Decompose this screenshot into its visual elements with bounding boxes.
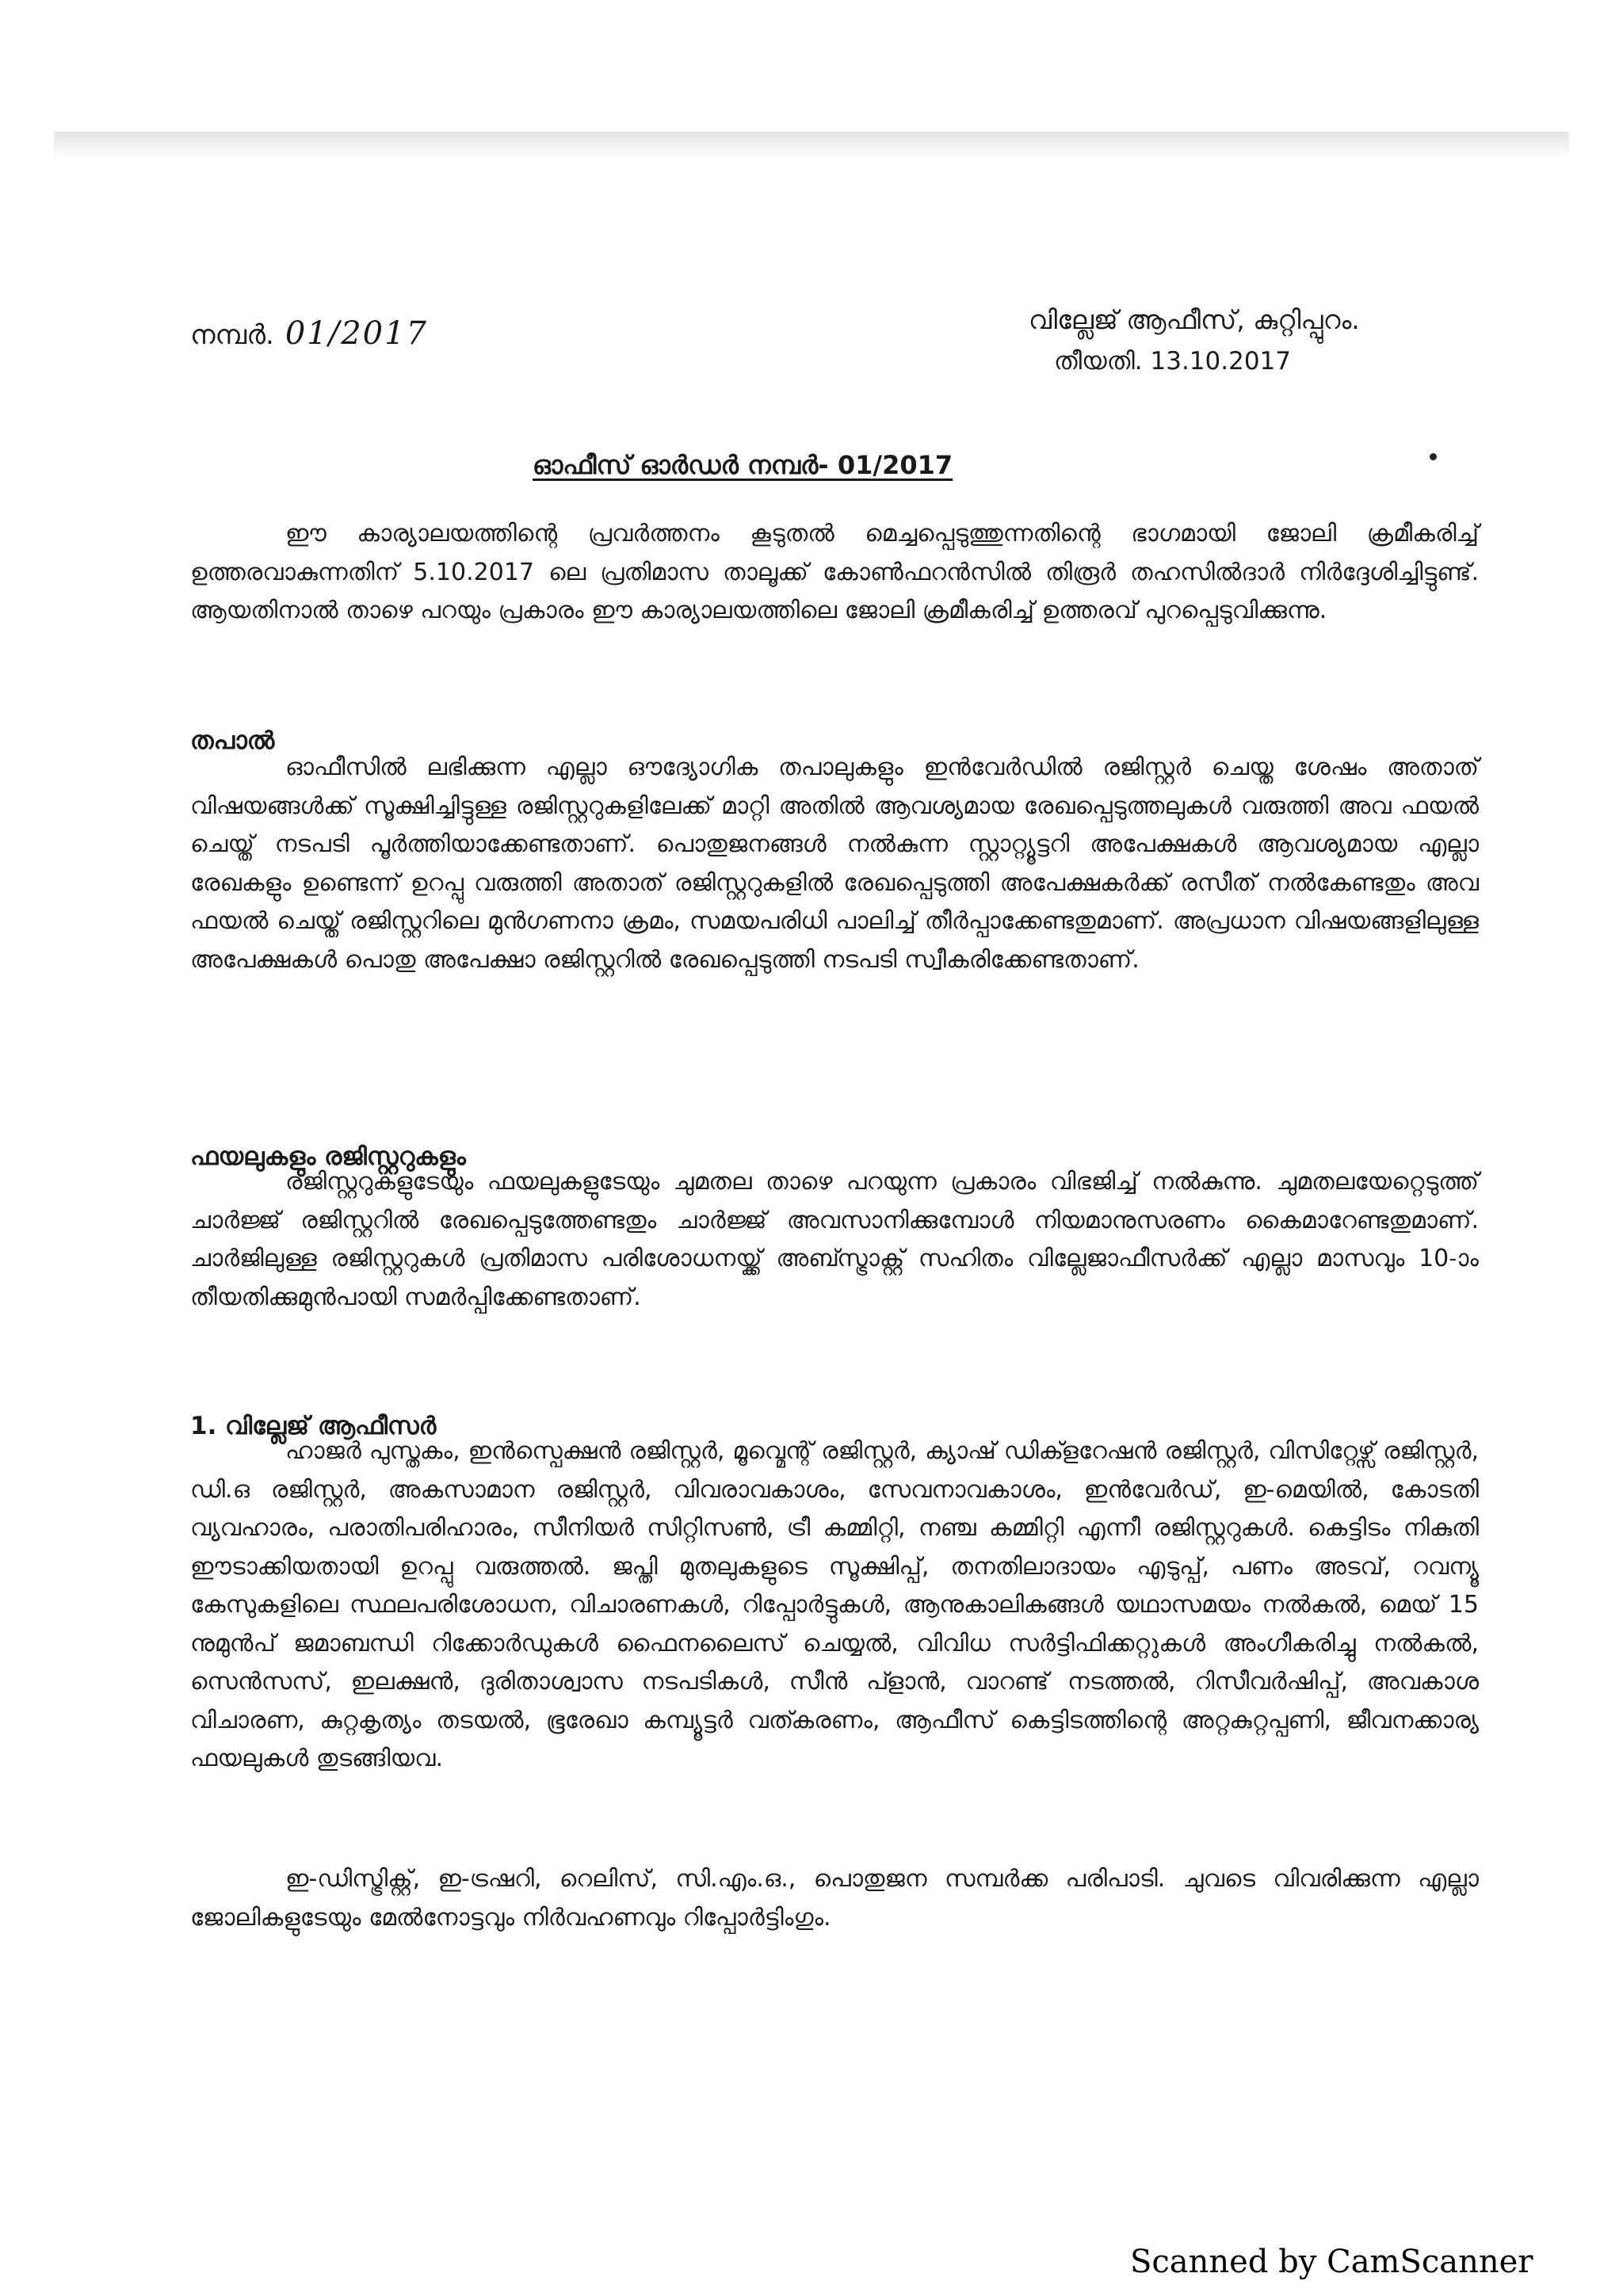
camscanner-watermark: Scanned by CamScanner bbox=[1130, 2244, 1533, 2280]
scan-speck bbox=[1430, 453, 1437, 460]
intro-paragraph: ഈ കാര്യാലയത്തിന്റെ പ്രവർത്തനം കൂടുതൽ മെച്ചപ്പെടുത്തുന്നതിന്റെ ഭാഗമായി ജോലി ക്രമീകരിച്ച് ഉത്തരവാകുന്നതിന് 5.10.2017 ലെ പ്രതിമാസ താലൂക്ക് കോൺഫറൻസിൽ തിരൂർ തഹസിൽദാർ നിർദ്ദേശിച്ചിട്ടുണ്ട്. ആയതിനാൽ താഴെ പറയും പ്രകാരം ഈ കാര്യാലയത്തിലെ ജോലി ക്രമീകരിച്ച് ഉത്തരവ് പുറപ്പെടുവിക്കുന്നു. bbox=[190, 520, 1479, 624]
section-heading-village-officer: 1. വില്ലേജ് ആഫീസർ bbox=[190, 1412, 437, 1440]
office-block bbox=[1029, 299, 1360, 382]
section-body-village-officer: ഹാജർ പുസ്തകം, ഇൻസ്പെക്ഷൻ രജിസ്റ്റർ, മൂവ്മെന്റ് രജിസ്റ്റർ, ക്യാഷ് ഡിക്ളറേഷൻ രജിസ്റ്റർ, വിസിറ്റേഴ്സ് രജിസ്റ്റർ, ഡി.ഒ രജിസ്റ്റർ, അകസാമാന രജിസ്റ്റർ, വിവരാവകാശം, സേവനാവകാശം, ഇൻവേർഡ്, ഇ-മെയിൽ, കോടതി വ്യവഹാരം, പരാതിപരിഹാരം, സീനിയർ സിറ്റിസൺ, ട്രീ കമ്മിറ്റി, നഞ്ച കമ്മിറ്റി എന്നീ രജിസ്റ്ററുകൾ. കെട്ടിടം നികുതി ഈടാക്കിയതായി ഉറപ്പു വരുത്തൽ. ജപ്തി മുതലുകളുടെ സൂക്ഷിപ്പ്, തനതിലാദായം എടുപ്പ്, പണം അടവ്, റവന്യൂ കേസുകളിലെ സ്ഥലപരിശോധന, വിചാരണകൾ, റിപ്പോർട്ടുകൾ, ആനുകാലികങ്ങൾ യഥാസമയം നൽകൽ, മെയ് 15 നുമുൻപ് ജമാബന്ധി റിക്കോർഡുകൾ ഫൈനലൈസ് ചെയ്യൽ, വിവിധ സർട്ടിഫിക്കറ്റുകൾ അംഗീകരിച്ചു നൽകൽ, സെൻസസ്, ഇലക്ഷൻ, ദുരിതാശ്വാസ നടപടികൾ, സീൻ പ്ളാൻ, വാറണ്ട് നടത്തൽ, റിസീവർഷിപ്പ്, അവകാശ വിചാരണ, കുറ്റകൃത്യം തടയൽ, ഭൂരേഖാ കമ്പ്യൂട്ടർ വത്കരണം, ആഫീസ് കെട്ടിടത്തിന്റെ അറ്റകുറ്റപ്പണി, ജീവനക്കാര്യ ഫയലുകൾ തുടങ്ങിയവ. bbox=[190, 1437, 1479, 1772]
file-number bbox=[190, 315, 428, 352]
file-number-label: നമ്പർ. bbox=[190, 319, 274, 351]
section-body-files: രജിസ്റ്ററുകളുടേയും ഫയലുകളുടേയും ചുമതല താഴെ പറയുന്ന പ്രകാരം വിഭജിച്ച് നൽകുന്നു. ചുമതലയേറ്റെടുത്ത് ചാർജ്ജ് രജിസ്റ്ററിൽ രേഖപ്പെടുത്തേണ്ടതും ചാർജ്ജ് അവസാനിക്കുമ്പോൾ നിയമാനുസരണം കൈമാറേണ്ടതുമാണ്. ചാർജിലുള്ള രജിസ്റ്ററുകൾ പ്രതിമാസ പരിശോധനയ്ക്ക് അബ്സ്ട്രാക്റ്റ് സഹിതം വില്ലേജാഫീസർക്ക് എല്ലാ മാസവും 10-ാം തീയതിക്കുമുൻപായി സമർപ്പിക്കേണ്ടതാണ്. bbox=[190, 1168, 1479, 1311]
order-date: തീയതി. 13.10.2017 bbox=[1054, 347, 1292, 376]
file-number-handwritten: 01/2017 bbox=[285, 315, 428, 352]
section-body-post: ഓഫീസിൽ ലഭിക്കുന്ന എല്ലാ ഔദ്യോഗിക തപാലുകളും ഇൻവേർഡിൽ രജിസ്റ്റർ ചെയ്ത ശേഷം അതാത് വിഷയങ്ങൾക്ക് സൂക്ഷിച്ചിട്ടുള്ള രജിസ്റ്ററുകളിലേക്ക് മാറ്റി അതിൽ ആവശ്യമായ രേഖപ്പെടുത്തലുകൾ വരുത്തി അവ ഫയൽ ചെയ്ത് നടപടി പൂർത്തിയാക്കേണ്ടതാണ്. പൊതുജനങ്ങൾ നൽകുന്ന സ്റ്റാറ്റ്യൂട്ടറി അപേക്ഷകൾ ആവശ്യമായ എല്ലാ രേഖകളും ഉണ്ടെന്ന് ഉറപ്പു വരുത്തി അതാത് രജിസ്റ്ററുകളിൽ രേഖപ്പെടുത്തി അപേക്ഷകർക്ക് രസീത് നൽകേണ്ടതും അവ ഫയൽ ചെയ്ത് രജിസ്റ്ററിലെ മുൻഗണനാ ക്രമം, സമയപരിധി പാലിച്ച് തീർപ്പാക്കേണ്ടതുമാണ്. അപ്രധാന വിഷയങ്ങളിലുള്ള അപേക്ഷകൾ പൊതു അപേക്ഷാ രജിസ്റ്ററിൽ രേഖപ്പെടുത്തി നടപടി സ്വീകരിക്കേണ്ടതാണ്. bbox=[190, 753, 1479, 974]
scan-edge-shadow bbox=[54, 132, 1569, 158]
section-heading-post: തപാൽ bbox=[190, 727, 275, 755]
order-title: ഓഫീസ് ഓർഡർ നമ്പർ- 01/2017 bbox=[533, 450, 953, 480]
section-heading-files: ഫയലുകളും രജിസ്റ്ററുകളും bbox=[190, 1142, 466, 1171]
section-body-village-officer-continued: ഇ-ഡിസ്ട്രിക്റ്റ്, ഇ-ട്രഷറി, റെലിസ്, സി.എം.ഒ., പൊതുജന സമ്പർക്ക പരിപാടി. ചുവടെ വിവരിക്കുന്ന എല്ലാ ജോലികളുടേയും മേൽനോട്ടവും നിർവഹണവും റിപ്പോർട്ടിംഗും. bbox=[190, 1865, 1479, 1932]
office-name: വില്ലേജ് ആഫീസ്, കുറ്റിപ്പുറം. bbox=[1029, 304, 1360, 335]
